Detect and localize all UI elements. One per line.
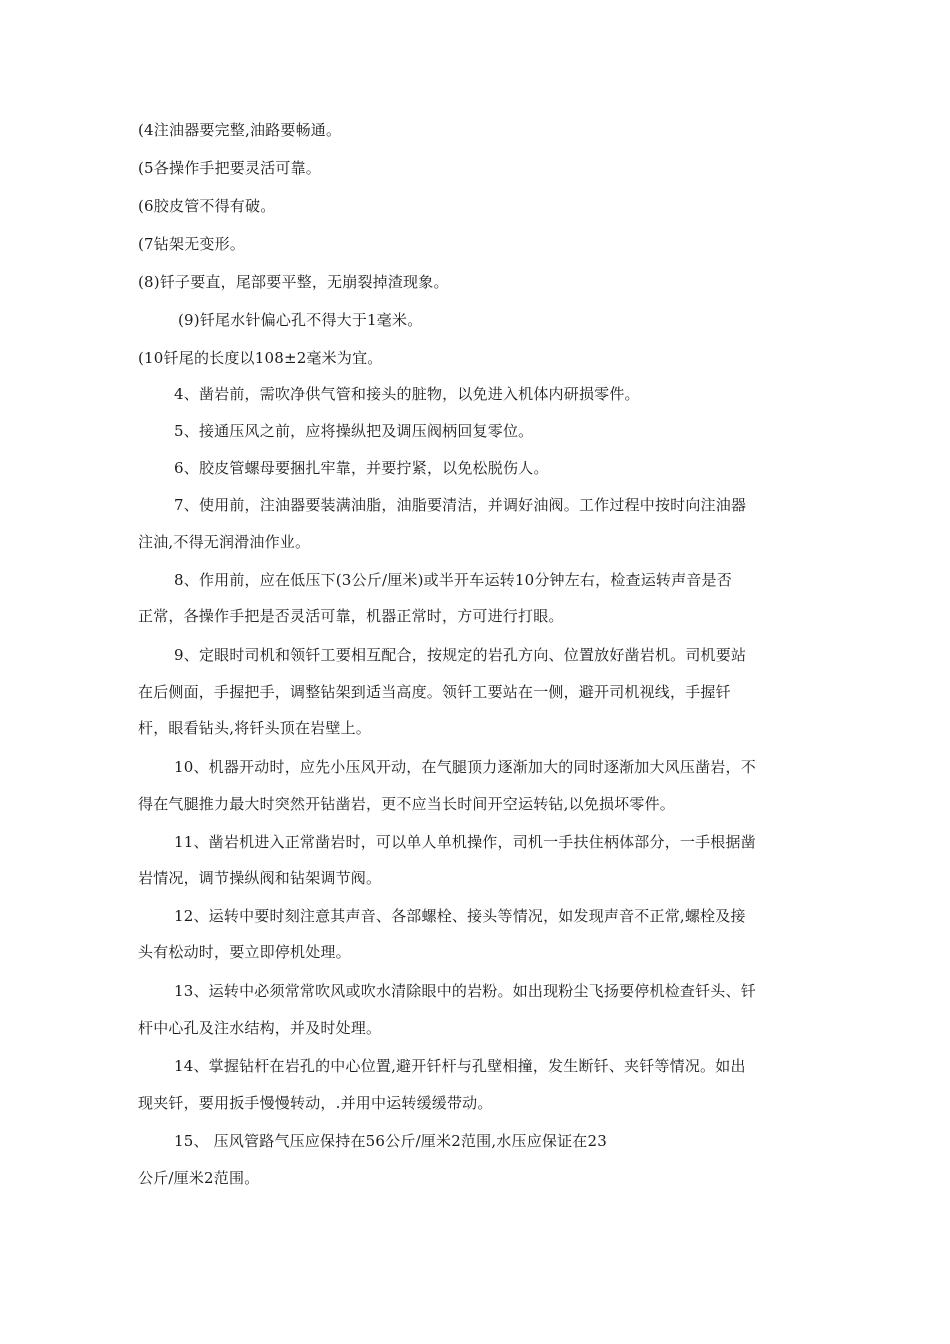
para-4: 4、凿岩前，需吹净供气管和接头的脏物，以免进入机体内研损零件。 [174,385,640,403]
para-10-line-2: 得在气腿推力最大时突然开钻凿岩，更不应当长时间开空运转钻,以免损坏零件。 [138,795,675,813]
para-13-line-2: 杆中心孔及注水结构，并及时处理。 [138,1019,382,1037]
item-9-water-needle: (9)钎尾水针偏心孔不得大于1毫米。 [178,311,423,329]
item-5-handles: (5各操作手把要灵活可靠。 [138,159,321,177]
para-14-line-2: 现夹钎，要用扳手慢慢转动，.并用中运转缓缓带动。 [138,1094,493,1112]
para-9-line-3: 杆，眼看钻头,将钎头顶在岩壁上。 [138,719,371,737]
para-8-line-2: 正常，各操作手把是否灵活可靠，机器正常时，方可进行打眼。 [138,607,564,625]
para-12-line-2: 头有松动时，要立即停机处理。 [138,943,351,961]
para-8-line-1: 8、作用前，应在低压下(3公斤/厘米)或半开车运转10分钟左右，检查运转声音是否 [174,571,732,589]
item-8-drill-rod: (8)钎子要直，尾部要平整，无崩裂掉渣现象。 [138,273,449,291]
para-7-line-2: 注油,不得无润滑油作业。 [138,533,311,551]
para-10-line-1: 10、机器开动时，应先小压风开动，在气腿顶力逐渐加大的同时逐渐加大风压凿岩，不 [174,758,756,776]
item-10-shank-length: (10钎尾的长度以108±2毫米为宜。 [138,349,383,367]
para-5: 5、接通压风之前，应将操纵把及调压阀柄回复零位。 [174,422,534,440]
para-15-line-2: 公斤/厘米2范围。 [138,1169,260,1187]
para-7-line-1: 7、使用前，注油器要装满油脂，油脂要清洁，并调好油阀。工作过程中按时向注油器 [174,496,747,514]
para-11-line-2: 岩情况，调节操纵阀和钻架调节阀。 [138,869,382,887]
item-6-hose: (6胶皮管不得有破。 [138,197,276,215]
para-9-line-2: 在后侧面，手握把手，调整钻架到适当高度。领钎工要站在一侧，避开司机视线，手握钎 [138,683,731,701]
item-7-frame: (7钻架无变形。 [138,235,245,253]
para-9-line-1: 9、定眼时司机和领钎工要相互配合，按规定的岩孔方向、位置放好凿岩机。司机要站 [174,646,747,664]
para-11-line-1: 11、凿岩机进入正常凿岩时，可以单人单机操作，司机一手扶住柄体部分，一手根据凿 [174,833,756,851]
para-13-line-1: 13、运转中必须常常吹风或吹水清除眼中的岩粉。如出现粉尘飞扬要停机检查钎头、钎 [174,982,756,1000]
para-14-line-1: 14、掌握钻杆在岩孔的中心位置,避开钎杆与孔壁相撞，发生断钎、夹钎等情况。如出 [174,1057,746,1075]
para-6: 6、胶皮管螺母要捆扎牢靠，并要拧紧，以免松脱伤人。 [174,459,549,477]
item-4-oiler: (4注油器要完整,油路要畅通。 [138,121,342,139]
para-12-line-1: 12、运转中要时刻注意其声音、各部螺栓、接头等情况，如发现声音不正常,螺栓及接 [174,907,746,925]
para-15-line-1: 15、 压风管路气压应保持在56公斤/厘米2范围,水压应保证在23 [174,1132,607,1150]
